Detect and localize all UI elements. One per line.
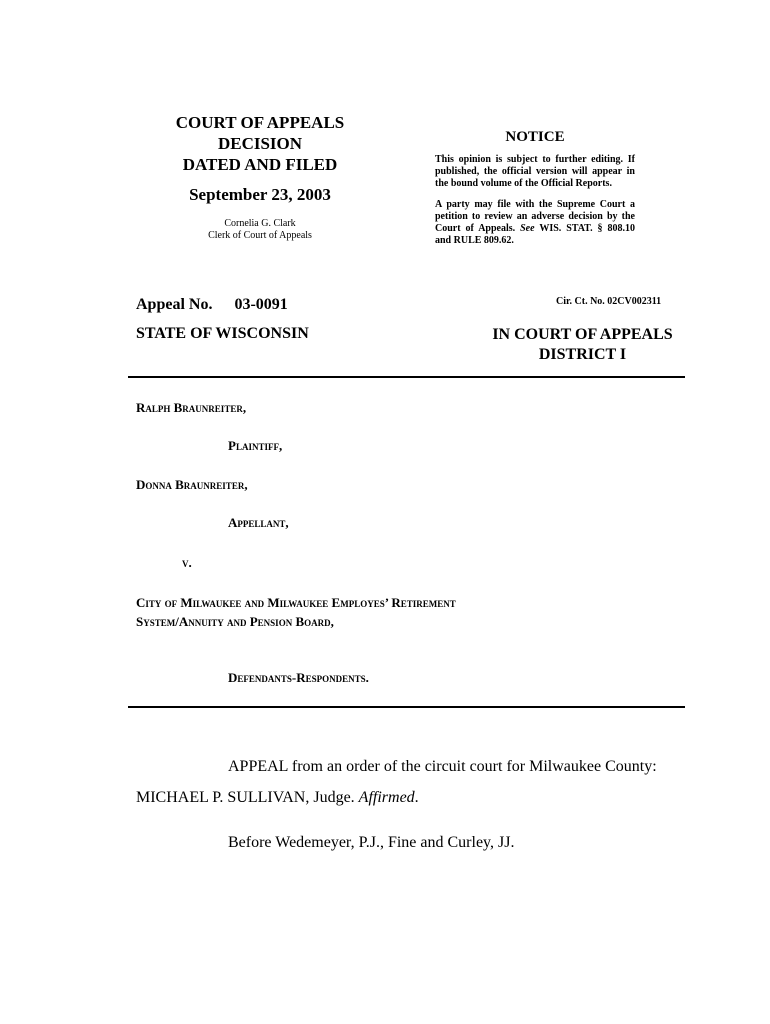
appeal-statement-line1: APPEAL from an order of the circuit court for Milwaukee County: [228, 758, 657, 775]
party-appellant-name: Donna Braunreiter, [136, 477, 248, 492]
party-appellant-role: Appellant, [228, 515, 289, 530]
notice-see-signal: See [520, 223, 535, 234]
header-decision: DECISION [217, 134, 303, 153]
party-respondents-role: Defendants-Respondents. [228, 670, 369, 685]
appeal-label: Appeal No. [136, 296, 213, 313]
circuit-court-number: Cir. Ct. No. 02CV002311 [556, 296, 662, 307]
divider-top [128, 376, 685, 378]
court-designation [480, 325, 685, 365]
clerk-name: Cornelia G. Clark [224, 218, 296, 229]
court-name: IN COURT OF APPEALS [492, 326, 673, 343]
notice-title: NOTICE [505, 129, 565, 145]
clerk-title: Clerk of Court of Appeals [208, 230, 312, 241]
notice-paragraph-editing: This opinion is subject to further editing. If published, the official version will appear in the bound volume of the Official Reports. [435, 154, 635, 189]
state-name: STATE OF WISCONSIN [136, 325, 309, 342]
divider-bottom [128, 706, 685, 708]
appeal-number-line [136, 296, 288, 314]
panel-judges: Before Wedemeyer, P.J., Fine and Curley, JJ. [228, 834, 515, 851]
judge-name: MICHAEL P. SULLIVAN, Judge. [136, 789, 359, 806]
decision-date: September 23, 2003 [189, 185, 331, 204]
versus: v. [182, 555, 192, 570]
notice-review-text: A party may file with the Supreme Court a petition to review an adverse decision by the Court of Appeals. [435, 199, 635, 234]
appeal-statement-line2 [136, 789, 419, 807]
disposition: Affirmed [358, 789, 415, 806]
appeal-number: 03-0091 [234, 296, 288, 313]
party-plaintiff-role: Plaintiff, [228, 438, 283, 453]
party-respondents-name: City of Milwaukee and Milwaukee Employes’ Retirement System/Annuity and Pension Board, [136, 595, 456, 629]
notice-statute-citation: WIS. STAT. § 808.10 and RULE 809.62. [435, 223, 635, 246]
decision-header [150, 112, 370, 242]
court-district: DISTRICT I [538, 346, 627, 363]
notice-paragraph-review [435, 199, 635, 247]
header-dated-filed: DATED AND FILED [182, 155, 338, 174]
party-plaintiff-name: Ralph Braunreiter, [136, 400, 247, 415]
notice-box [435, 129, 635, 256]
disposition-period: . [414, 789, 419, 806]
header-court-title: COURT OF APPEALS [175, 113, 345, 132]
